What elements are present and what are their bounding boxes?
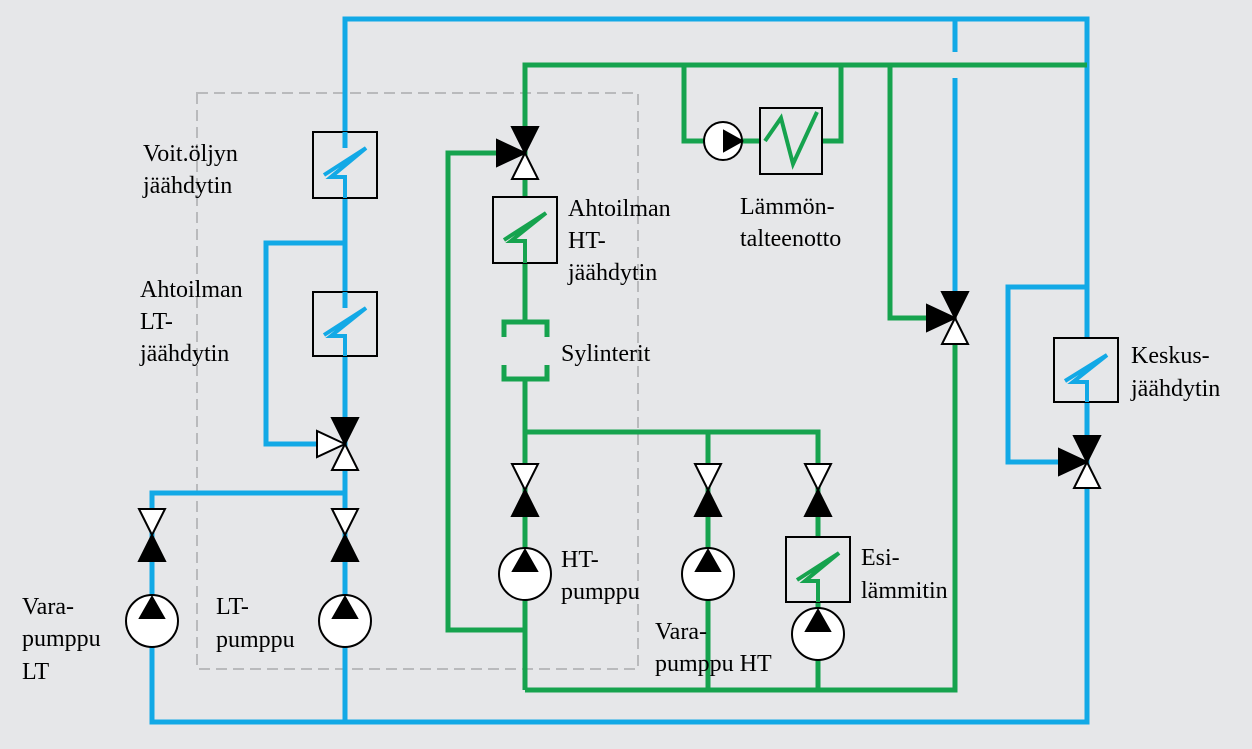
pump-heat-recovery-icon — [704, 122, 742, 160]
heat-recovery-exchanger — [760, 108, 822, 174]
label-central-cooler: Keskus- jäähdytin — [1131, 343, 1221, 402]
label-standby-pump-lt: Vara- pumppu LT — [22, 594, 101, 685]
label-ht-pump: HT- pumppu — [561, 547, 640, 605]
lt-charge-air-cooler-exchanger — [313, 292, 377, 356]
preheater-exchanger — [786, 537, 850, 602]
check-valve-standby-ht — [695, 464, 721, 516]
label-lt-charge-air-cooler: Ahtoilman LT- jäähdytin — [140, 277, 243, 367]
label-lt-pump: LT- pumppu — [216, 594, 295, 653]
central-cooler-three-way-valve — [1059, 436, 1100, 488]
ht-three-way-valve-right — [927, 292, 968, 344]
label-ht-charge-air-cooler: Ahtoilman HT- jäähdytin — [568, 196, 671, 286]
pump-preheater-icon — [792, 608, 844, 660]
check-valve-standby-lt — [139, 509, 165, 561]
check-valve-ht-pump — [512, 464, 538, 516]
cylinders-symbol — [504, 322, 547, 379]
label-preheater: Esi- lämmitin — [861, 545, 948, 604]
label-heat-recovery: Lämmön- talteenotto — [740, 194, 842, 252]
label-standby-pump-ht: Vara- pumppu HT — [655, 619, 772, 677]
pump-standby-lt-icon — [126, 595, 178, 647]
lt-three-way-valve — [317, 418, 358, 470]
pump-lt-icon — [319, 595, 371, 647]
ht-charge-air-cooler-exchanger — [493, 197, 557, 263]
label-oil-cooler: Voit.öljyn jäähdytin — [143, 141, 238, 199]
check-valve-lt-pump — [332, 509, 358, 561]
check-valve-preheater — [805, 464, 831, 516]
pump-ht-icon — [499, 548, 551, 600]
oil-cooler-exchanger — [313, 132, 377, 198]
pump-standby-ht-icon — [682, 548, 734, 600]
central-cooler-exchanger — [1054, 338, 1118, 402]
lt-circuit-piping — [152, 19, 1087, 722]
label-cylinders: Sylinterit — [561, 341, 651, 367]
ht-three-way-valve-top — [497, 127, 538, 179]
